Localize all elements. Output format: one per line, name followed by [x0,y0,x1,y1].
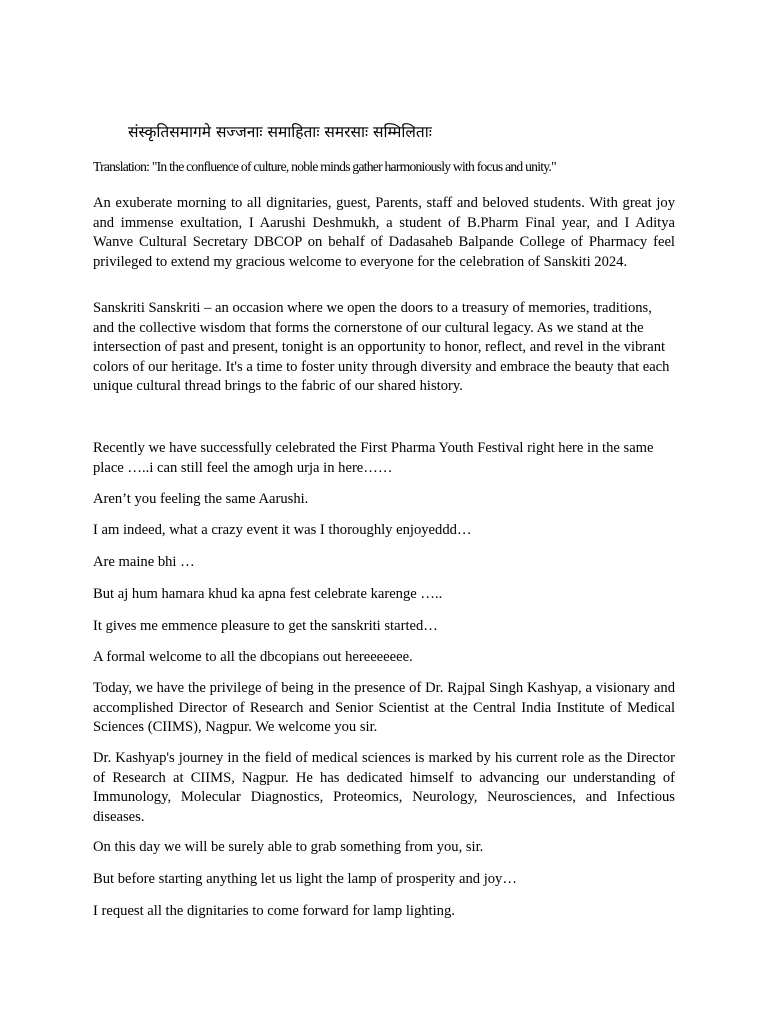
dialogue-line: A formal welcome to all the dbcopians out hereeeeeee. [93,649,413,665]
dialogue-line: I am indeed, what a crazy event it was I thoroughly enjoyeddd… [93,522,472,538]
dialogue-line: Aren’t you feeling the same Aarushi. [93,491,309,507]
sanskrit-verse: संस्कृतिसमागमे सज्जनाः समाहिताः समरसाः सम्मिलिताः [128,123,432,141]
closing-line: I request all the dignitaries to come forward for lamp lighting. [93,903,455,919]
dialogue-line: It gives me emmence pleasure to get the sanskriti started… [93,618,438,634]
guest-introduction-paragraph: Today, we have the privilege of being in the presence of Dr. Rajpal Singh Kashyap, a visionary and accomplished Director of Research and Senior Scientist at the Central India Institute of Medical Sciences (CIIMS), Nagpur. We welcome you sir. [93,680,675,735]
verse-translation: Translation: "In the confluence of culture, noble minds gather harmoniously with focus and unity." [93,159,556,174]
guest-background-paragraph: Dr. Kashyap's journey in the field of medical sciences is marked by his current role as the Director of Research at CIIMS, Nagpur. He has dedicated himself to advancing our understanding of Immunology, Molecular Diagnostics, Proteomics, Neurology, Neurosciences, and Infectious diseases. [93,750,675,825]
sanskriti-paragraph: Sanskriti Sanskriti – an occasion where we open the doors to a treasury of memories, traditions, and the collective wisdom that forms the cornerstone of our cultural legacy. As we stand at the intersection of past and present, tonight is an opportunity to honor, reflect, and revel in the vibrant colors of our heritage. It's a time to foster unity through diversity and embrace the beauty that each unique cultural thread brings to the fabric of our shared history. [93,300,670,394]
closing-line: On this day we will be surely able to grab something from you, sir. [93,839,484,855]
dialogue-line: But aj hum hamara khud ka apna fest celebrate karenge ….. [93,586,443,602]
closing-line: But before starting anything let us light the lamp of prosperity and joy… [93,871,517,887]
welcome-paragraph: An exuberate morning to all dignitaries, guest, Parents, staff and beloved students. With great joy and immense exultation, I Aarushi Deshmukh, a student of B.Pharm Final year, and I Aditya Wanve Cultural Secretary DBCOP on behalf of Dadasaheb Balpande College of Pharmacy feel privileged to extend my gracious welcome to everyone for the celebration of Sanskiti 2024. [93,195,675,270]
dialogue-line: Are maine bhi … [93,554,195,570]
festival-paragraph: Recently we have successfully celebrated the First Pharma Youth Festival right here in the same place …..i can still feel the amogh urja in here…… [93,440,654,476]
